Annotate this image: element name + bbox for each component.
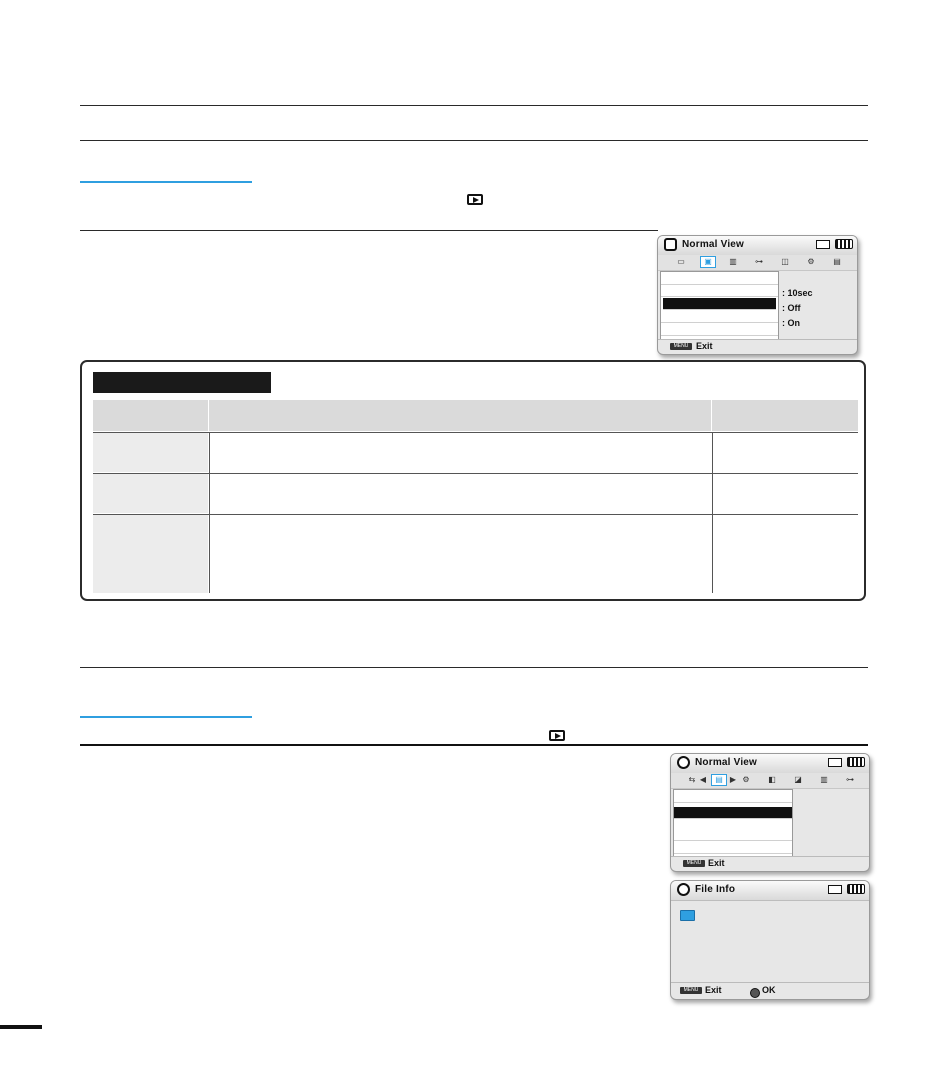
lcd-footer-divider [658, 339, 857, 340]
lcd-menu-panel [660, 271, 779, 340]
chevron-right-icon[interactable]: ▶ [729, 775, 737, 784]
lcd-tab-row [671, 773, 869, 789]
playback-mode-icon [664, 238, 677, 251]
table-rule [93, 432, 858, 433]
mode-tab-icon[interactable]: ▭ [677, 257, 685, 266]
lcd-footer-divider [671, 856, 869, 857]
table-column-separator [712, 433, 713, 593]
share-tab-icon[interactable]: ◪ [794, 775, 802, 784]
section2-accent-line [80, 716, 252, 718]
table-rule [93, 514, 858, 515]
lcd-titlebar [671, 881, 869, 901]
lcd-title: Normal View [695, 757, 758, 768]
memory-card-icon [828, 885, 842, 894]
lcd-footer-divider [671, 982, 869, 983]
menu-row[interactable] [674, 791, 792, 803]
slideshow-music-value: : On [782, 318, 800, 328]
memory-card-icon [828, 758, 842, 767]
menu-row[interactable] [661, 311, 778, 323]
lcd-title: Normal View [682, 239, 745, 250]
menu-button[interactable]: MENU [680, 987, 702, 994]
section2-divider [80, 667, 868, 668]
battery-icon [847, 884, 865, 894]
exit-label: Exit [696, 341, 713, 351]
section1-step-divider [80, 230, 658, 231]
slideshow-interval-value: : 10sec [782, 288, 813, 298]
ok-joystick-icon [750, 988, 760, 998]
ok-label[interactable]: OK [762, 985, 776, 995]
menu-button[interactable]: MENU [683, 860, 705, 867]
section2-step-divider [80, 744, 868, 746]
table-row-label [93, 515, 208, 593]
settings-tab-icon[interactable]: ⚙ [742, 775, 750, 784]
menu-row-selected[interactable] [663, 298, 776, 310]
lcd-file-info [670, 880, 870, 1000]
file-info-tab-icon[interactable]: ▤ [711, 774, 727, 786]
section1-divider [80, 140, 868, 141]
menu-row[interactable] [661, 285, 778, 297]
protect-tab-icon[interactable]: ⊶ [755, 257, 763, 266]
delete-tab-icon[interactable]: ▥ [729, 257, 737, 266]
lcd-normal-view-fileinfo [670, 753, 870, 872]
section1-accent-line [80, 181, 252, 183]
exit-label: Exit [705, 985, 722, 995]
menu-row[interactable] [674, 842, 792, 854]
playback-mode-icon [677, 756, 690, 769]
menu-row[interactable] [661, 324, 778, 336]
folder-icon [680, 910, 695, 921]
settings-tab-icon[interactable]: ⚙ [807, 257, 815, 266]
memory-card-icon [816, 240, 830, 249]
lcd-menu-panel [673, 789, 793, 857]
edit-tab-icon[interactable]: ▤ [833, 257, 841, 266]
protect-tab-icon[interactable]: ⊶ [846, 775, 854, 784]
slideshow-effect-value: : Off [782, 303, 801, 313]
chevron-left-icon[interactable]: ◀ [699, 775, 707, 784]
settings-info-box [80, 360, 866, 601]
lcd-normal-view-slideshow [657, 235, 858, 355]
playback-mode-icon [677, 883, 690, 896]
battery-icon [847, 757, 865, 767]
table-column-separator [209, 433, 210, 593]
pan-tab-icon[interactable]: ⇆ [688, 775, 696, 784]
copy-tab-icon[interactable]: ◧ [768, 775, 776, 784]
menu-row[interactable] [661, 273, 778, 285]
delete-tab-icon[interactable]: ▥ [820, 775, 828, 784]
table-row-label [93, 433, 208, 472]
table-header-col1 [93, 400, 208, 431]
table-row-label [93, 474, 208, 513]
lcd-tab-row [658, 255, 857, 271]
play-mode-icon [549, 730, 565, 741]
slideshow-tab-icon[interactable]: ▣ [700, 256, 716, 268]
menu-row-selected[interactable] [674, 807, 792, 819]
menu-row[interactable] [674, 829, 792, 841]
page-margin-bar [0, 1025, 42, 1029]
top-divider [80, 105, 868, 106]
info-box-heading-bar [93, 372, 271, 393]
play-mode-icon [467, 194, 483, 205]
table-header-col3 [712, 400, 858, 431]
exit-label: Exit [708, 858, 725, 868]
menu-button[interactable]: MENU [670, 343, 692, 350]
table-header-col2 [209, 400, 711, 431]
lcd-title: File Info [695, 884, 736, 895]
share-tab-icon[interactable]: ◫ [781, 257, 789, 266]
table-rule [93, 473, 858, 474]
lcd-titlebar [658, 236, 857, 256]
lcd-titlebar [671, 754, 869, 774]
battery-icon [835, 239, 853, 249]
